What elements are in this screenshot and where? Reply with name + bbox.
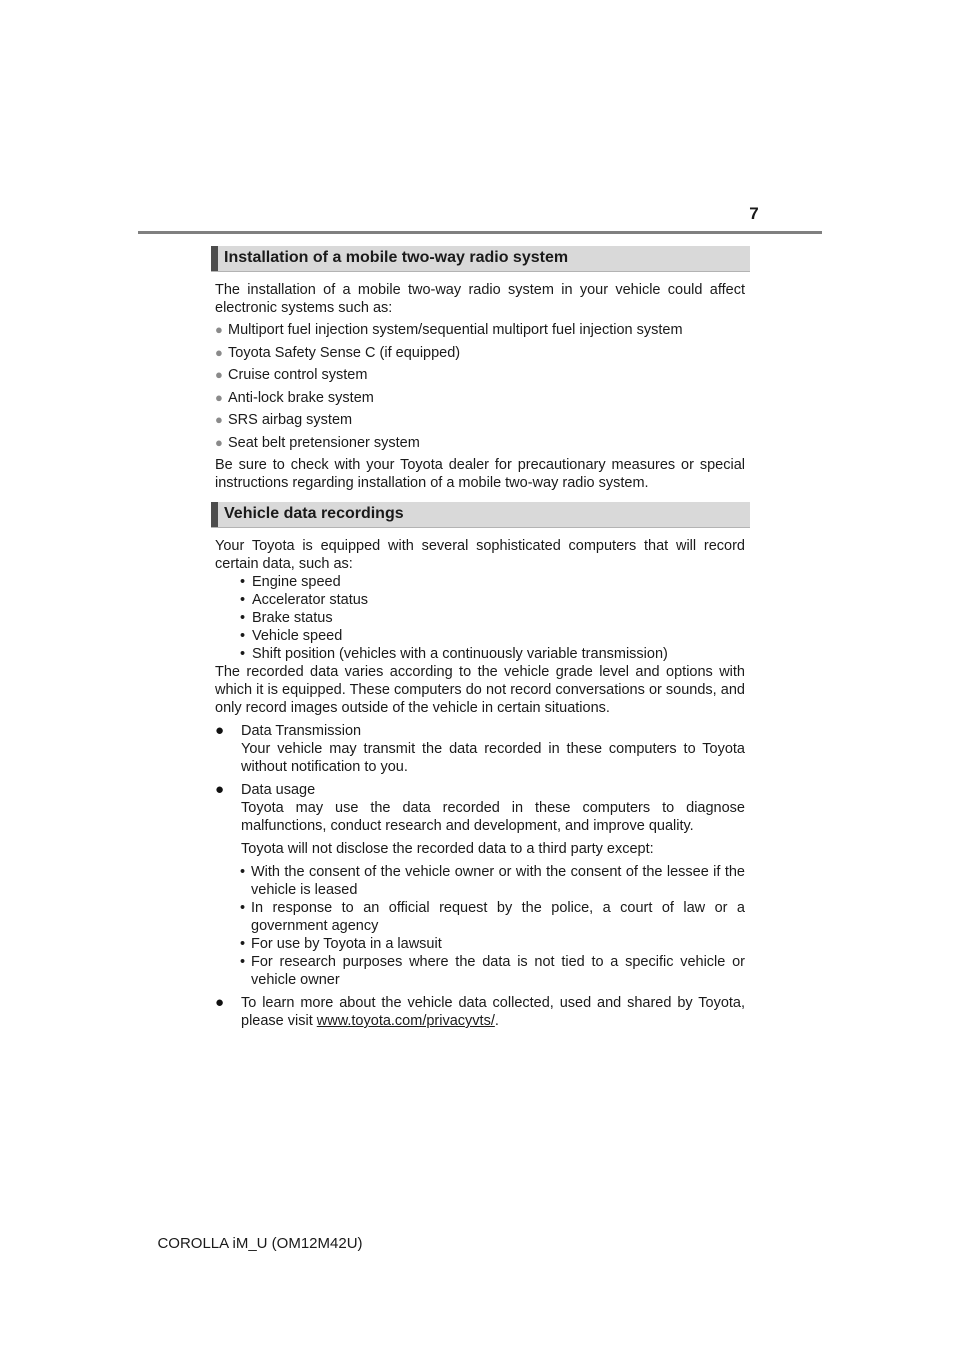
bullet-icon: • bbox=[240, 592, 246, 608]
item-text: Toyota will not disclose the recorded data to a third party except: bbox=[241, 841, 654, 857]
list-item bbox=[215, 627, 745, 645]
list-item bbox=[215, 935, 745, 953]
radio-section-body bbox=[215, 281, 745, 492]
bullet-icon: ● bbox=[215, 412, 223, 427]
list-item bbox=[215, 389, 745, 407]
list-item bbox=[215, 953, 745, 989]
list-item-text: Anti-lock brake system bbox=[228, 389, 374, 406]
section-header-data bbox=[211, 502, 750, 528]
bullet-icon: ● bbox=[215, 322, 223, 337]
paragraph: The installation of a mobile two-way radio system in your vehicle could affect electronic systems such as: bbox=[215, 282, 745, 316]
item-heading: Data Transmission bbox=[241, 723, 362, 739]
list-item-text: SRS airbag system bbox=[228, 412, 353, 428]
paragraph: The recorded data varies according to the vehicle grade level and options with which it is equipped. These computers do not record conversations or sounds, and only record images outside of the vehicle in certain situations. bbox=[215, 664, 745, 716]
list-item-text: For research purposes where the data is not tied to a specific vehicle or vehicle owner bbox=[251, 954, 745, 988]
list-item-text: For use by Toyota in a lawsuit bbox=[251, 936, 442, 952]
data-transmission-item bbox=[215, 722, 745, 776]
bullet-icon: • bbox=[240, 864, 246, 880]
section-title: Installation of a mobile two-way radio system bbox=[224, 249, 569, 266]
list-item bbox=[215, 609, 745, 627]
bullet-icon: ● bbox=[215, 434, 223, 450]
list-item bbox=[215, 863, 745, 899]
list-item-text: Toyota Safety Sense C (if equipped) bbox=[228, 344, 461, 361]
paragraph: Be sure to check with your Toyota dealer for precautionary measures or special instructions regarding installation of a mobile two-way radio system. bbox=[215, 457, 745, 491]
privacy-link[interactable]: www.toyota.com/privacyvts/ bbox=[316, 1013, 495, 1029]
list-item-text: With the consent of the vehicle owner or with the consent of the lessee if the vehicle is leased bbox=[251, 864, 745, 898]
section-header-radio bbox=[211, 246, 750, 272]
list-item bbox=[215, 434, 745, 452]
list-item bbox=[215, 899, 745, 935]
list-item-text: Seat belt pretensioner system bbox=[228, 434, 420, 451]
bullet-icon: ● bbox=[215, 344, 223, 360]
list-item-text: Accelerator status bbox=[252, 592, 369, 608]
list-item bbox=[215, 321, 745, 339]
bullet-icon: • bbox=[240, 954, 246, 970]
data-usage-item bbox=[215, 781, 745, 858]
list-item-text: Brake status bbox=[252, 610, 333, 626]
list-item bbox=[215, 645, 745, 663]
bullet-icon: • bbox=[240, 610, 246, 626]
disclosure-exceptions-list bbox=[215, 863, 745, 989]
bullet-icon: ● bbox=[215, 389, 223, 405]
paragraph: Your Toyota is equipped with several sophisticated computers that will record certain data, such as: bbox=[215, 538, 745, 572]
list-item-text: In response to an official request by the police, a court of law or a government agency bbox=[251, 900, 745, 934]
learn-more-text: To learn more about the vehicle data collected, used and shared by Toyota, please visit bbox=[241, 995, 745, 1029]
list-item bbox=[215, 411, 745, 429]
footer-model-code: COROLLA iM_U (OM12M42U) bbox=[157, 1235, 363, 1252]
bullet-icon: ● bbox=[215, 367, 223, 382]
header-rule bbox=[138, 231, 822, 234]
list-item bbox=[215, 591, 745, 609]
section-marker-bar bbox=[211, 246, 218, 271]
bullet-icon: • bbox=[240, 646, 246, 662]
list-item bbox=[215, 366, 745, 384]
section-title: Vehicle data recordings bbox=[224, 505, 404, 522]
list-item-text: Shift position (vehicles with a continuously variable transmission) bbox=[252, 646, 668, 662]
data-section-body bbox=[215, 537, 745, 1030]
recorded-data-list bbox=[215, 573, 745, 663]
list-item bbox=[215, 344, 745, 362]
affected-systems-list bbox=[215, 321, 745, 452]
learn-more-end: . bbox=[494, 1013, 499, 1029]
bullet-icon: ● bbox=[215, 781, 225, 798]
list-item-text: Engine speed bbox=[252, 574, 341, 590]
item-heading: Data usage bbox=[241, 782, 316, 798]
bullet-icon: • bbox=[240, 900, 246, 916]
bullet-icon: • bbox=[240, 628, 246, 644]
bullet-icon: • bbox=[240, 574, 246, 590]
list-item-text: Vehicle speed bbox=[252, 628, 343, 644]
learn-more-item bbox=[215, 994, 745, 1030]
page-number: 7 bbox=[749, 204, 759, 223]
item-text bbox=[241, 994, 745, 1030]
bullet-icon: ● bbox=[215, 722, 225, 739]
item-text: Toyota may use the data recorded in these computers to diagnose malfunctions, conduct research and development, and improve quality. bbox=[241, 800, 745, 834]
bullet-icon: • bbox=[240, 936, 246, 952]
bullet-icon: ● bbox=[215, 994, 225, 1011]
list-item-text: Multiport fuel injection system/sequential multiport fuel injection system bbox=[228, 322, 683, 338]
list-item bbox=[215, 573, 745, 591]
list-item-text: Cruise control system bbox=[228, 367, 368, 383]
item-text: Your vehicle may transmit the data recorded in these computers to Toyota without notification to you. bbox=[241, 741, 745, 775]
section-marker-bar bbox=[211, 502, 218, 527]
